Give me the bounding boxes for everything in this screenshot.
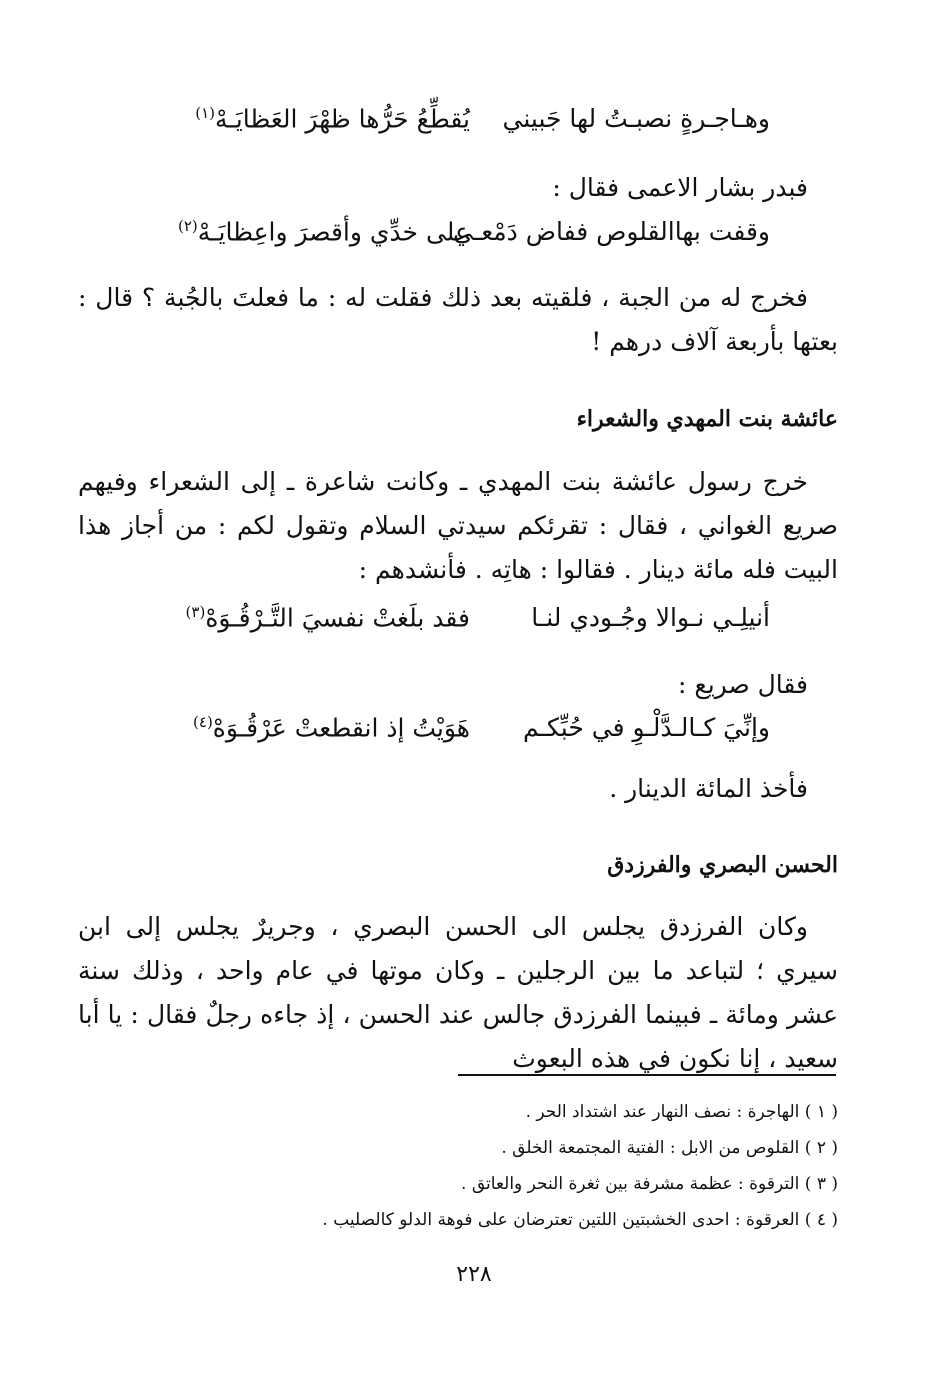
bashar-line: فبدر بشار الاعمى فقال : [552, 173, 808, 202]
verse-2-second-hemistich: على خدِّي وأقصرَ واعِظايَـهْ$^{(٢)}$ [178, 217, 470, 247]
verse-3-first-hemistich: أنيلِـي نـوالا وجُـودي لنـا [531, 603, 770, 632]
verse-1-second-hemistich: يُقطِّعُ حَرُّها ظهْرَ العَظايَـهْ$^{(١)}$ [195, 104, 470, 134]
hundred-dinar-line: فأخذ المائة الدينار . [609, 774, 808, 803]
footnote-ref-1: (١) [195, 104, 216, 122]
footnote-ref-2: (٢) [178, 217, 198, 235]
verse-1-first-hemistich: وهـاجـرةٍ نصبـتُ لها جَبيني [502, 104, 770, 133]
footnote-3: ( ٣ ) الترقوة : عظمة مشرفة بين ثغرة النحر والعاتق . [461, 1174, 838, 1194]
sarie-line: فقال صريع : [678, 670, 808, 699]
footnote-1: ( ١ ) الهاجرة : نصف النهار عند اشتداد الحر . [525, 1102, 838, 1122]
verse-4-second-hemistich: هَوَيْتُ إذ انقطعتْ عَرْقُـوَهْ$^{(٤)}$ [193, 713, 470, 743]
verse-2-first-hemistich: وقفت بهاالقلوص ففاض دَمْعـي [453, 217, 770, 246]
footnote-divider [458, 1074, 836, 1076]
footnote-2: ( ٢ ) القلوص من الابل : الفتية المجتمعة الخلق . [501, 1138, 838, 1158]
paragraph-aisha: خرج رسول عائشة بنت المهدي ـ وكانت شاعرة ـ إلى الشعراء وفيهم صريع الغواني ، فقال : تقرئكم سيدتي السلام وتقول لكم : من أجاز هذا البيت فله مائة دينار . فقالوا : هاتِه . فأنشدهم : [78, 467, 838, 584]
footnote-ref-4: (٤) [193, 713, 213, 731]
section-heading-hasan: الحسن البصري والفرزدق [607, 852, 838, 878]
section-heading-aisha: عائشة بنت المهدي والشعراء [576, 406, 838, 432]
verse-4-first-hemistich: وإنِّيَ كـالـدَّلْـوِ في حُبِّكـم [523, 713, 770, 742]
footnote-ref-3: (٣) [185, 603, 206, 621]
verse-3-second-hemistich: فقد بلَغتْ نفسيَ التَّـرْقُـوَهْ$^{(٣)}$ [185, 603, 470, 633]
page-number: ٢٢٨ [456, 1262, 492, 1287]
footnote-4: ( ٤ ) العرقوة : احدى الخشبتين اللتين تعترضان على فوهة الدلو كالصليب . [322, 1210, 838, 1230]
paragraph-farazdaq: وكان الفرزدق يجلس الى الحسن البصري ، وجريرٌ يجلس إلى ابن سيري ؛ لتباعد ما بين الرجلين ـ وكان موتها في عام واحد ، وذلك سنة عشر ومائة ـ فبينما الفرزدق جالس عند الحسن ، إذ جاءه رجلٌ فقال : يا أبا سعيد ، إنا نكون في هذه البعوث [78, 912, 838, 1073]
paragraph-jubba: فخرج له من الجبة ، فلقيته بعد ذلك فقلت له : ما فعلتَ بالجُبة ؟ قال : بعتها بأربعة آلاف درهم ! [78, 283, 838, 356]
